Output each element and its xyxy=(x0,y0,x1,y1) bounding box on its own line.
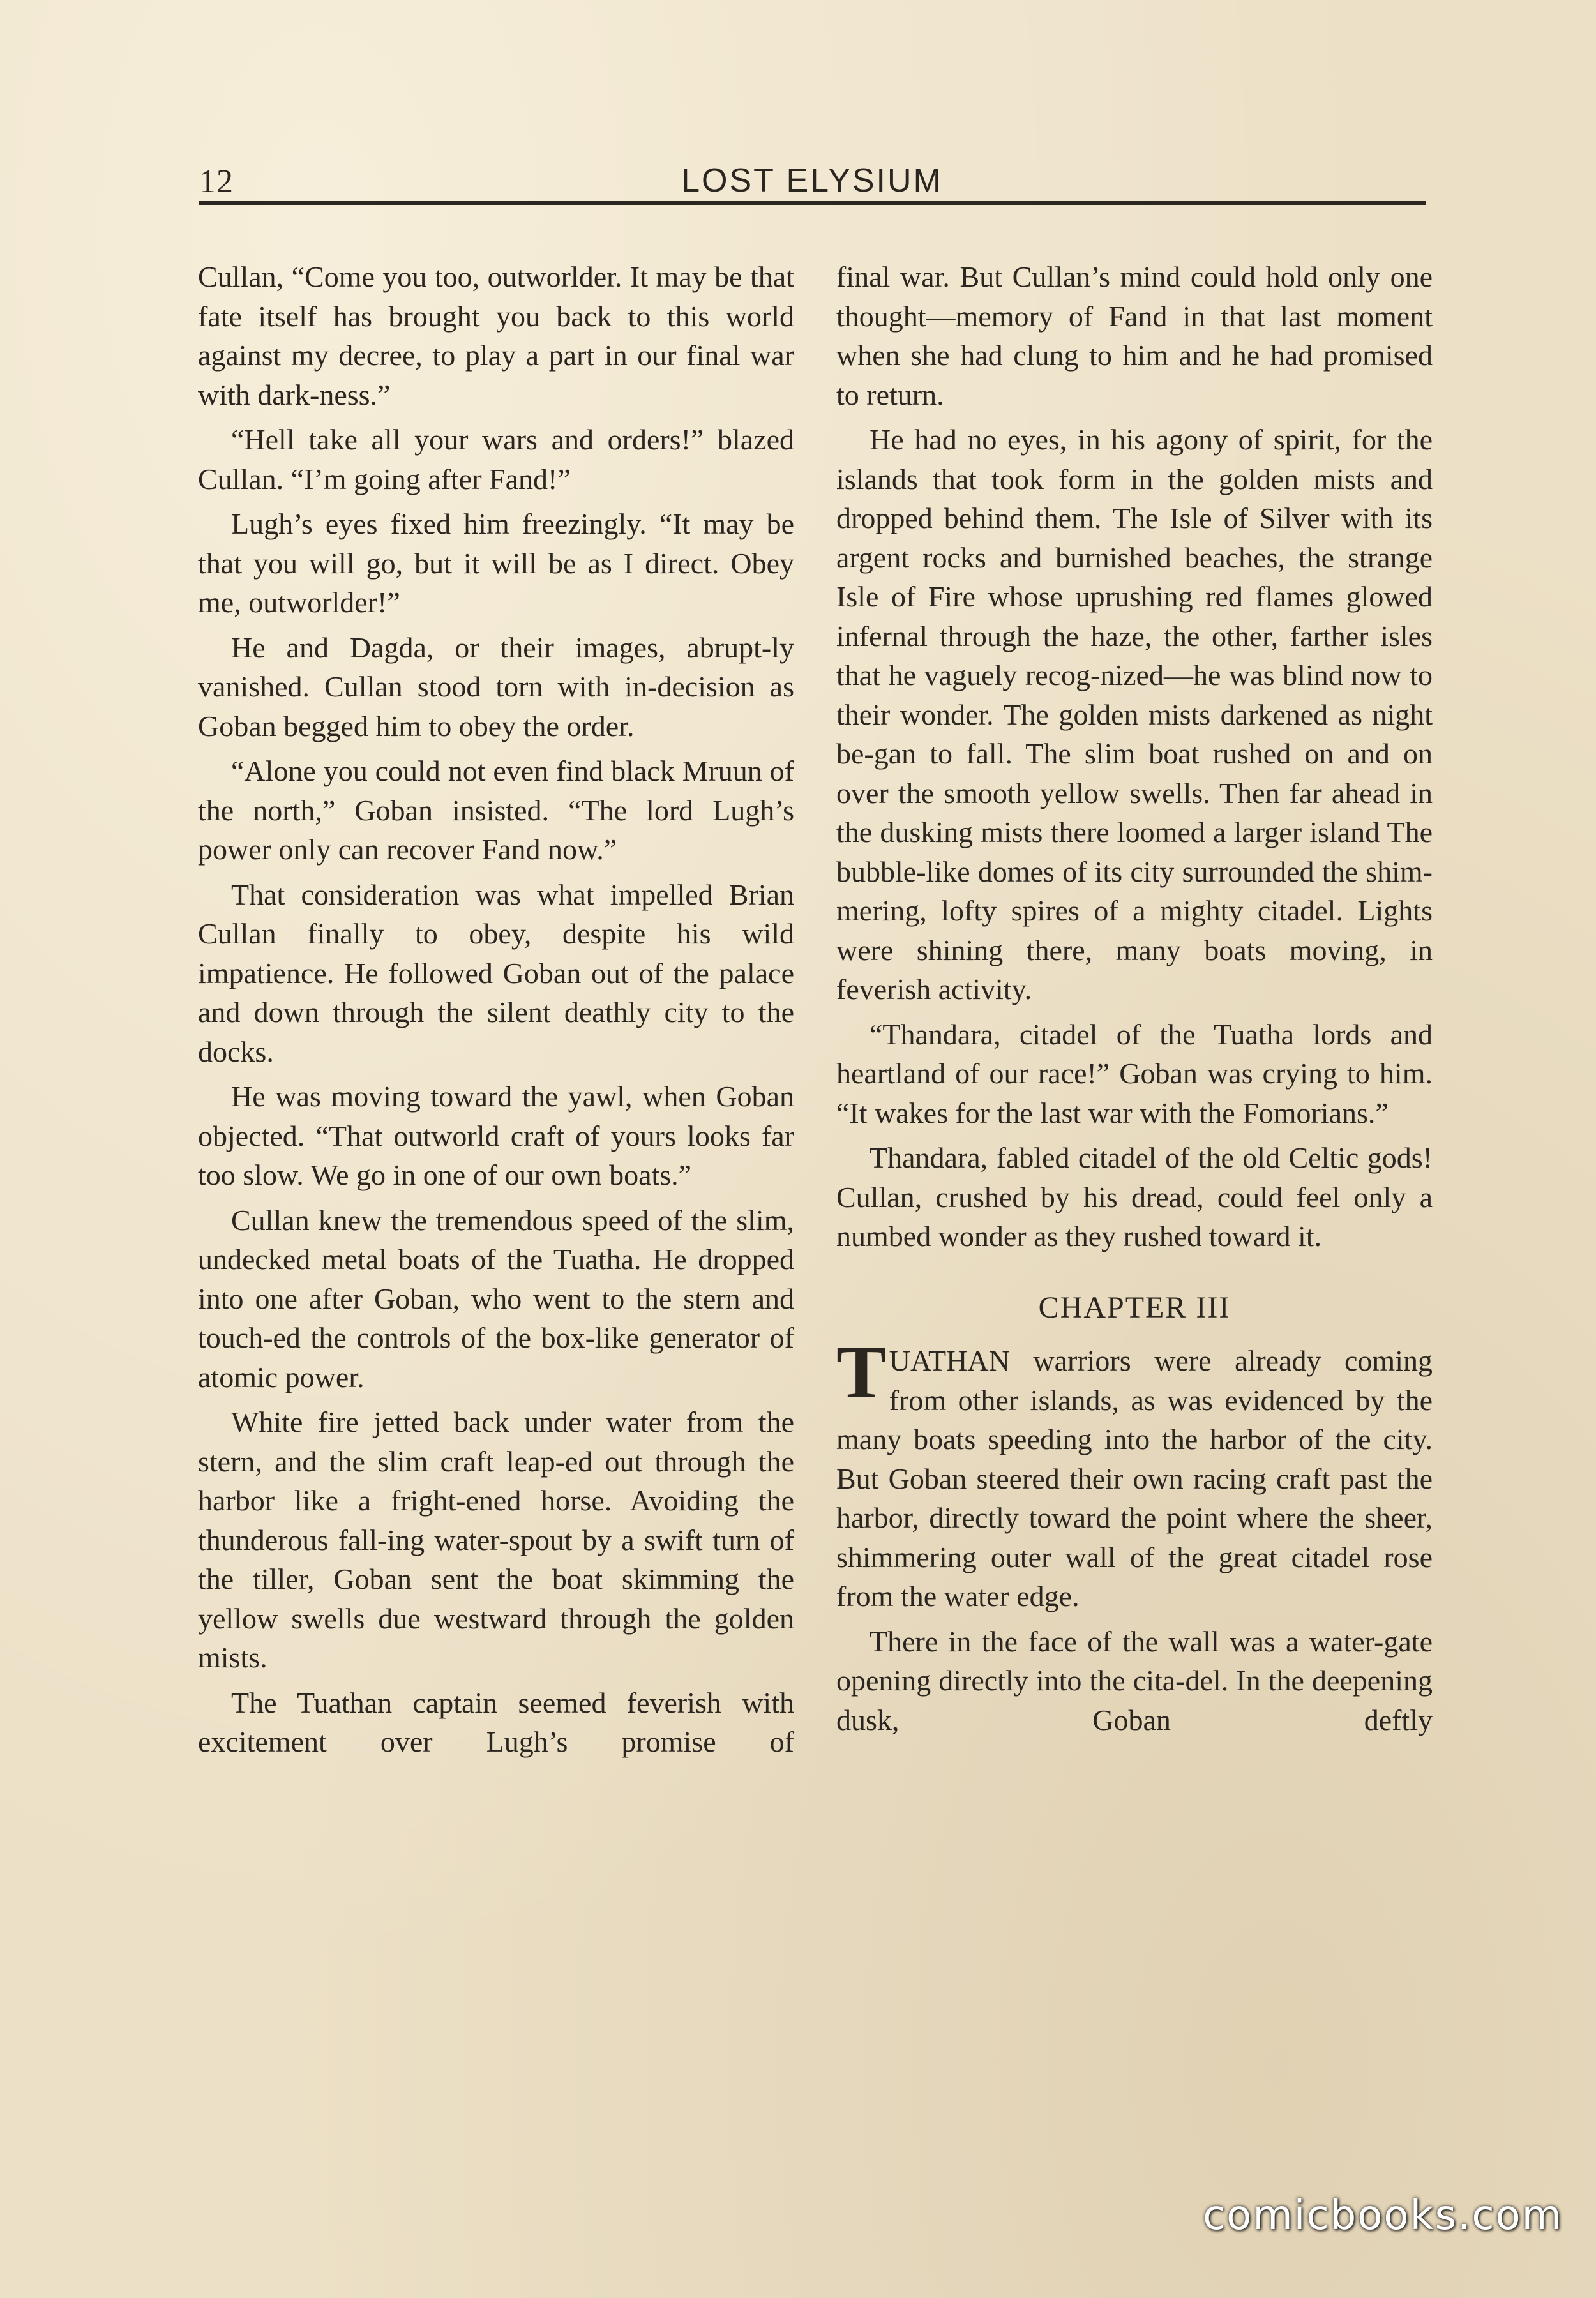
book-title: LOST ELYSIUM xyxy=(681,162,943,199)
left-column xyxy=(198,257,794,1768)
drop-cap: T xyxy=(836,1330,887,1414)
running-head xyxy=(199,156,1425,207)
paragraph: He was moving toward the yawl, when Goban objected. “That outworld craft of yours looks far too slow. We go in one of our own boats.” xyxy=(198,1080,794,1191)
paragraph: “Thandara, citadel of the Tuatha lords and heartland of our race!” Goban was crying to him. “It wakes for the last war with the Fomorians.” xyxy=(836,1018,1433,1129)
paragraph: Cullan knew the tremendous speed of the slim, undecked metal boats of the Tuatha. He dropped into one after Goban, who went to the stern and touch-ed the controls of the box-like generator of atomic power. xyxy=(198,1203,794,1393)
paragraph: That consideration was what impelled Brian Cullan finally to obey, despite his wild impatience. He followed Goban out of the palace and down through the silent deathly city to the docks. xyxy=(198,878,794,1068)
chapter-opening-text: UATHAN warriors were already coming from other islands, as was evidenced by the many boats speeding into the harbor of the city. But Goban steered their own racing craft past the harbor, directly toward the point where the sheer, shimmering outer wall of the great citadel rose from the water edge. xyxy=(836,1344,1433,1612)
header-rule xyxy=(199,201,1426,205)
right-column xyxy=(836,257,1433,1745)
paragraph: Cullan, “Come you too, outworlder. It may be that fate itself has brought you back to this world against my decree, to play a part in our final war with dark-ness.” xyxy=(198,260,794,411)
paragraph: He and Dagda, or their images, abrupt-ly vanished. Cullan stood torn with in-decision as Goban begged him to obey the order. xyxy=(198,631,794,742)
paragraph: final war. But Cullan’s mind could hold only one thought—memory of Fand in that last moment when she had clung to him and he had promised to return. xyxy=(836,260,1433,411)
paragraph: White fire jetted back under water from the stern, and the slim craft leap-ed out through the harbor like a fright-ened horse. Avoiding the thunderous fall-ing water-spout by a swift turn of the tiller, Goban sent the boat skimming the yellow swells due westward through the golden mists. xyxy=(198,1406,794,1674)
chapter-opening-paragraph xyxy=(836,1330,1433,1616)
paragraph: He had no eyes, in his agony of spirit, for the islands that took form in the golden mists and dropped behind them. The Isle of Silver with its argent rocks and burnished beaches, the strange Isle of Fire whose uprushing red flames glowed infernal through the haze, the other, farther isles that he vaguely recog-nized—he was blind now to their wonder. The golden mists darkened as night be-gan to fall. The slim boat rushed on and on over the smooth yellow swells. Then far ahead in the dusking mists there loomed a larger island The bubble-like domes of its city surrounded the shim-mering, lofty spires of a mighty citadel. Lights were shining there, many boats moving, in feverish activity. xyxy=(836,423,1433,1005)
page-number: 12 xyxy=(199,163,234,200)
site-watermark: comicbooks.com xyxy=(1202,2192,1563,2239)
chapter-heading: CHAPTER III xyxy=(1038,1290,1231,1325)
paragraph: “Hell take all your wars and orders!” blazed Cullan. “I’m going after Fand!” xyxy=(198,423,794,495)
paragraph: Lugh’s eyes fixed him freezingly. “It may be that you will go, but it will be as I direct. Obey me, outworlder!” xyxy=(198,507,794,619)
paragraph: Thandara, fabled citadel of the old Celtic gods! Cullan, crushed by his dread, could feel only a numbed wonder as they rushed toward it. xyxy=(836,1141,1433,1252)
paragraph: “Alone you could not even find black Mruun of the north,” Goban insisted. “The lord Lugh’s power only can recover Fand now.” xyxy=(198,755,794,866)
paragraph: There in the face of the wall was a water-gate opening directly into the cita-del. In the deepening dusk, Goban deftly xyxy=(836,1625,1433,1736)
paragraph: The Tuathan captain seemed feverish with excitement over Lugh’s promise of xyxy=(198,1686,794,1758)
